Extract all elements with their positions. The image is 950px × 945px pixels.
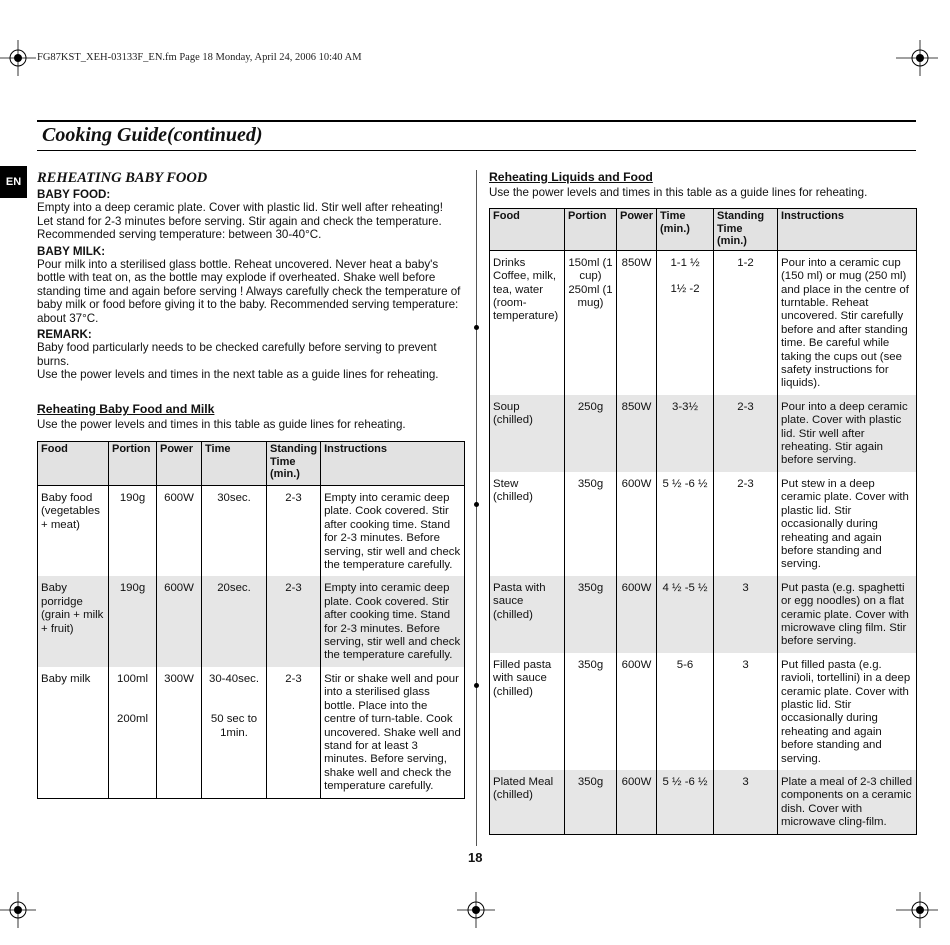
- cell-standing: 2-3: [714, 472, 778, 576]
- col-food: Food: [38, 442, 109, 486]
- cell-time: 5 ½ -6 ½: [657, 472, 714, 576]
- cell-power: 850W: [617, 250, 657, 395]
- column-divider: [476, 170, 477, 846]
- cell-portion: 350g: [565, 576, 617, 653]
- col-standing: Standing Time (min.): [267, 442, 321, 486]
- cell-instructions: Empty into ceramic deep plate. Cook covered. Stir after cooking time. Stand for 2-3 minutes. Before serving, stir well and check the temperature carefully.: [321, 576, 465, 666]
- baby-food-paragraph: Empty into a deep ceramic plate. Cover with plastic lid. Stir well after reheating! Let stand for 2-3 minutes before serving. Stir again and check the temperature. Recommended serving temperature: between 30-40°C.: [37, 201, 443, 242]
- cell-instructions: Plate a meal of 2-3 chilled components on a ceramic dish. Cover with microwave cling-film.: [778, 770, 917, 834]
- cell-power: 600W: [157, 486, 202, 577]
- cell-portion: 190g: [109, 576, 157, 666]
- table-row: [490, 653, 917, 770]
- cell-food: Pasta with sauce (chilled): [490, 576, 565, 653]
- file-header-line: FG87KST_XEH-03133F_EN.fm Page 18 Monday, April 24, 2006 10:40 AM: [37, 52, 362, 63]
- baby-table-intro: Use the power levels and times in this table as guide lines for reheating.: [37, 418, 406, 431]
- cell-portion: [565, 250, 617, 395]
- cell-time: 4 ½ -5 ½: [657, 576, 714, 653]
- cell-portion: 350g: [565, 653, 617, 770]
- remark-guide-line: Use the power levels and times in the next table as a guide lines for reheating.: [37, 368, 439, 382]
- cell-food: Stew (chilled): [490, 472, 565, 576]
- col-time: Time (min.): [657, 209, 714, 251]
- registration-mark-icon: [457, 892, 495, 928]
- cell-power: 600W: [617, 576, 657, 653]
- table-row: [38, 486, 465, 577]
- cell-instructions: Pour into a ceramic cup (150 ml) or mug (250 ml) and place in the centre of turntable. Reheat uncovered. Stir carefully before and after standing time. Be careful while taking the cups out (see safety instructions for liquids).: [778, 250, 917, 395]
- cell-instructions: Put stew in a deep ceramic plate. Cover with plastic lid. Stir occasionally during reheating and again before standing and serving.: [778, 472, 917, 576]
- col-instructions: Instructions: [321, 442, 465, 486]
- cell-portion: 350g: [565, 472, 617, 576]
- cell-portion: 250g: [565, 395, 617, 472]
- cell-food: Baby food (vegetables + meat): [38, 486, 109, 577]
- cell-instructions: Empty into ceramic deep plate. Cook covered. Stir after cooking time. Stand for 2-3 minutes. Before serving, stir well and check the temperature carefully.: [321, 486, 465, 577]
- table-row: [490, 576, 917, 653]
- cell-food: Baby porridge (grain + milk + fruit): [38, 576, 109, 666]
- cell-food: Soup (chilled): [490, 395, 565, 472]
- table-row: [490, 250, 917, 395]
- divider-dot: [474, 502, 479, 507]
- cell-power: 600W: [617, 770, 657, 834]
- remark-heading: REMARK:: [37, 328, 92, 342]
- cell-food: Filled pasta with sauce (chilled): [490, 653, 565, 770]
- cell-time: [657, 250, 714, 395]
- cell-time: 5 ½ -6 ½: [657, 770, 714, 834]
- cell-standing: 3: [714, 770, 778, 834]
- cell-portion: 350g: [565, 770, 617, 834]
- portion-value: 100ml: [116, 672, 149, 685]
- registration-mark-icon: [896, 892, 938, 928]
- col-standing: Standing Time (min.): [714, 209, 778, 251]
- cell-power: 850W: [617, 395, 657, 472]
- cell-standing: 1-2: [714, 250, 778, 395]
- cell-power: 600W: [617, 472, 657, 576]
- table-header-row: [38, 442, 465, 486]
- time-value: 1½ -2: [670, 283, 700, 296]
- baby-food-table: [37, 441, 465, 799]
- table-row: [38, 667, 465, 798]
- divider-dot: [474, 325, 479, 330]
- section-heading: REHEATING BABY FOOD: [37, 170, 208, 186]
- col-power: Power: [617, 209, 657, 251]
- language-tab: EN: [0, 166, 27, 198]
- liquids-food-table: [489, 208, 917, 835]
- title-bottom-rule: [37, 150, 916, 151]
- baby-milk-heading: BABY MILK:: [37, 244, 106, 258]
- cell-standing: 2-3: [267, 486, 321, 577]
- baby-food-heading: BABY FOOD:: [37, 188, 111, 201]
- cell-portion: 190g: [109, 486, 157, 577]
- liquids-table-title: Reheating Liquids and Food: [489, 170, 653, 184]
- cell-standing: 2-3: [267, 667, 321, 798]
- col-instructions: Instructions: [778, 209, 917, 251]
- time-value: 50 sec to 1min.: [210, 713, 258, 739]
- col-time: Time: [202, 442, 267, 486]
- time-value: 1-1 ½: [670, 256, 700, 269]
- registration-mark-icon: [0, 40, 36, 76]
- registration-mark-icon: [896, 40, 938, 76]
- title-top-rule: [37, 120, 916, 122]
- cell-standing: 3: [714, 653, 778, 770]
- left-body-text: [37, 188, 462, 382]
- cell-standing: 3: [714, 576, 778, 653]
- portion-value: 250ml (1 mug): [568, 283, 613, 309]
- cell-power: 300W: [157, 667, 202, 798]
- cell-portion: [109, 667, 157, 798]
- cell-instructions: Put filled pasta (e.g. ravioli, tortellini) in a deep ceramic plate. Cover with plastic lid. Stir occasionally during reheating and again before standing and serving.: [778, 653, 917, 770]
- portion-value: 200ml: [116, 713, 149, 726]
- cell-time: [202, 667, 267, 798]
- cell-power: 600W: [157, 576, 202, 666]
- page-title: Cooking Guide(continued): [42, 124, 263, 146]
- time-value: 30-40sec.: [208, 672, 260, 685]
- cell-food: Plated Meal (chilled): [490, 770, 565, 834]
- col-portion: Portion: [565, 209, 617, 251]
- cell-time: 5-6: [657, 653, 714, 770]
- cell-instructions: Put pasta (e.g. spaghetti or egg noodles) on a flat ceramic plate. Cover with microwave cling film. Stir before serving.: [778, 576, 917, 653]
- table-row: [490, 472, 917, 576]
- table-row: [490, 770, 917, 834]
- cell-power: 600W: [617, 653, 657, 770]
- cell-time: 20sec.: [202, 576, 267, 666]
- divider-dot: [474, 683, 479, 688]
- col-food: Food: [490, 209, 565, 251]
- cell-standing: 2-3: [267, 576, 321, 666]
- page-number: 18: [468, 850, 483, 865]
- baby-milk-paragraph: Pour milk into a sterilised glass bottle. Reheat uncovered. Never heat a baby's bottle with teat on, as the bottle may explode if overheated. Shake well before standing time and again before serving ! Always carefully check the temperature of baby milk or food before giving it to the baby. Recommended serving temperature: about 37°C.: [37, 258, 461, 325]
- cell-food: Baby milk: [38, 667, 109, 798]
- col-portion: Portion: [109, 442, 157, 486]
- cell-instructions: Pour into a deep ceramic plate. Cover with plastic lid. Stir well after reheating. Stir again before serving.: [778, 395, 917, 472]
- cell-time: 3-3½: [657, 395, 714, 472]
- table-row: [490, 395, 917, 472]
- cell-standing: 2-3: [714, 395, 778, 472]
- col-power: Power: [157, 442, 202, 486]
- cell-time: 30sec.: [202, 486, 267, 577]
- portion-value: 150ml (1 cup): [568, 256, 613, 283]
- baby-table-title: Reheating Baby Food and Milk: [37, 402, 215, 416]
- cell-instructions: Stir or shake well and pour into a sterilised glass bottle. Place into the centre of turn-table. Cook uncovered. Shake well and stand for at least 3 minutes. Before serving, shake well and check the temperature carefully.: [321, 667, 465, 798]
- cell-food: Drinks Coffee, milk, tea, water (room-temperature): [490, 250, 565, 395]
- table-row: [38, 576, 465, 666]
- registration-mark-icon: [0, 892, 36, 928]
- remark-paragraph: Baby food particularly needs to be checked carefully before serving to prevent burns.: [37, 341, 437, 368]
- table-header-row: [490, 209, 917, 251]
- liquids-table-intro: Use the power levels and times in this table as a guide lines for reheating.: [489, 186, 868, 199]
